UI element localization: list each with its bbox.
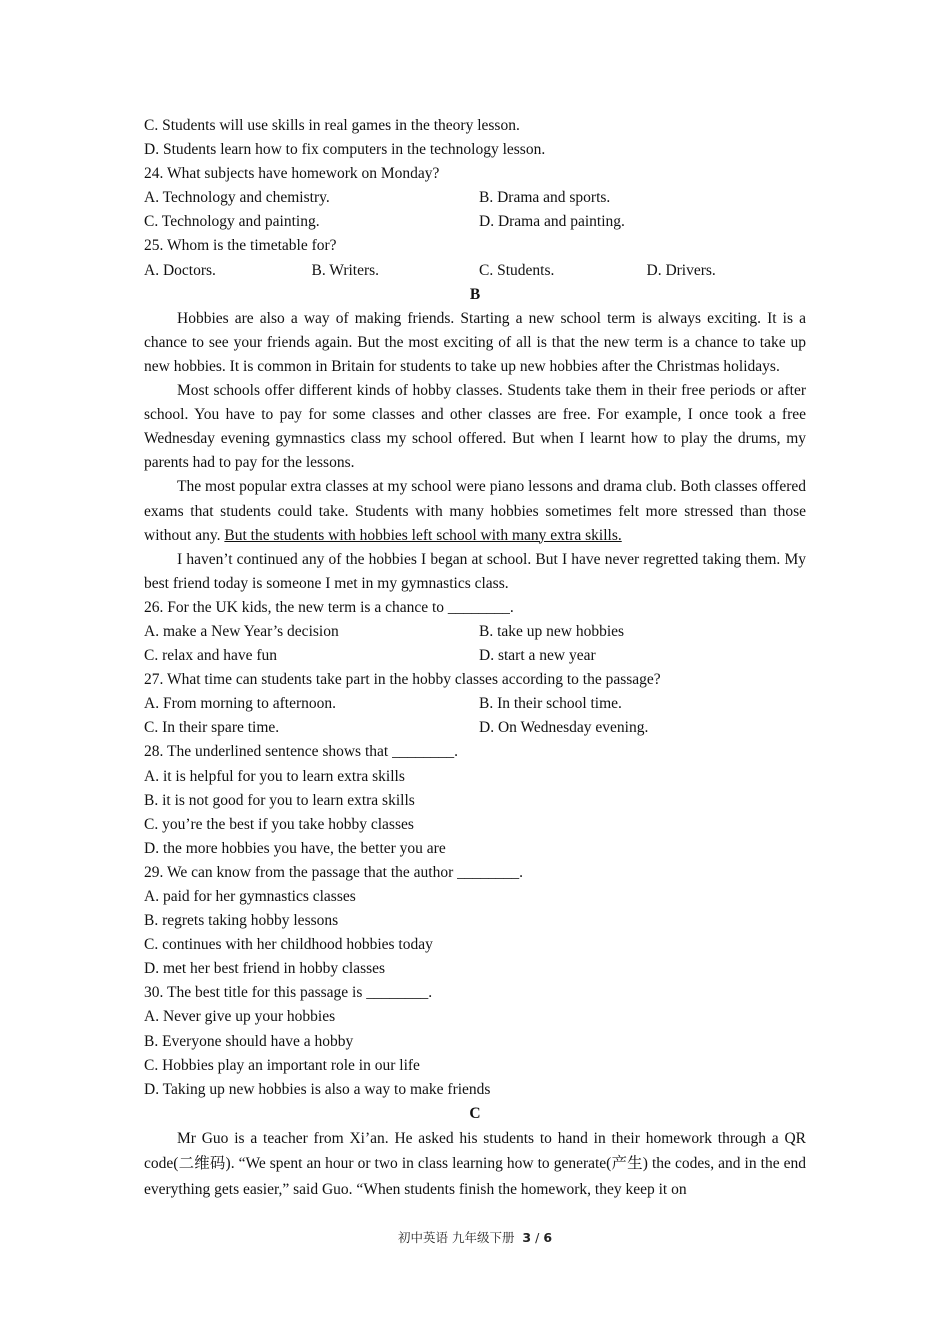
q25-option-c: C. Students. [479,261,555,279]
q26-stem: 26. For the UK kids, the new term is a chance to ________. [144,598,514,616]
passage-c-paragraph-1: Mr Guo is a teacher from Xi’an. He asked his students to hand in their homework through a QR code(二维码). “We spent an hour or two in class learning how to generate(产生) the codes, and in the end everything gets easier,” said Guo. “When students finish the homework, they keep it on [144,1129,806,1198]
q27-option-a: A. From morning to afternoon. [144,695,337,713]
q25-option-a: A. Doctors. [144,261,216,279]
passage-b-paragraph-3 [144,475,806,547]
q24-stem: 24. What subjects have homework on Monday? [144,165,440,183]
q26-options-row-1 [144,620,806,644]
q23-option-d: D. Students learn how to fix computers in the technology lesson. [144,141,546,159]
q26-option-d: D. start a new year [479,647,596,665]
q24-options-row-1 [144,186,806,210]
q29-option-c: C. continues with her childhood hobbies today [144,936,433,954]
footer-page-number: 3 [522,1230,532,1245]
passage-b-paragraph-4: I haven’t continued any of the hobbies I began at school. But I have never regretted taking them. My best friend today is someone I met in my gymnastics class. [144,550,806,592]
q29-stem: 29. We can know from the passage that the author ________. [144,863,523,881]
passage-b-heading: B [469,285,481,303]
footer-separator: / [535,1230,540,1245]
q28-option-d: D. the more hobbies you have, the better you are [144,839,446,857]
q28-option-b: B. it is not good for you to learn extra skills [144,791,415,809]
q24-option-d: D. Drama and painting. [479,213,625,231]
q30-option-c: C. Hobbies play an important role in our life [144,1056,420,1074]
q28-stem: 28. The underlined sentence shows that ________. [144,743,458,761]
passage-b-paragraph-1: Hobbies are also a way of making friends. Starting a new school term is always exciting. It is a chance to see your friends again. But the most exciting of all is that the new term is a chance to take up new hobbies. It is common in Britain for students to take up new hobbies after the Christmas holidays. [144,309,806,375]
q27-options-row-2 [144,716,806,740]
q30-option-b: B. Everyone should have a hobby [144,1032,354,1050]
q27-option-d: D. On Wednesday evening. [479,719,649,737]
q30-option-d: D. Taking up new hobbies is also a way to make friends [144,1080,491,1098]
q24-option-a: A. Technology and chemistry. [144,189,330,207]
q27-stem: 27. What time can students take part in the hobby classes according to the passage? [144,671,661,689]
q25-option-d: D. Drivers. [646,261,716,279]
page-footer [0,1228,950,1246]
q29-option-d: D. met her best friend in hobby classes [144,960,386,978]
q26-option-c: C. relax and have fun [144,647,277,665]
q27-option-c: C. In their spare time. [144,719,280,737]
q29-option-b: B. regrets taking hobby lessons [144,912,339,930]
q27-option-b: B. In their school time. [479,695,622,713]
q24-option-b: B. Drama and sports. [479,189,611,207]
q25-stem: 25. Whom is the timetable for? [144,237,337,255]
q26-option-a: A. make a New Year’s decision [144,622,339,640]
footer-label: 初中英语 九年级下册 [397,1230,515,1245]
q24-option-c: C. Technology and painting. [144,213,320,231]
q28-option-c: C. you’re the best if you take hobby classes [144,815,414,833]
underlined-sentence: But the students with hobbies left school with many extra skills. [224,526,622,544]
q29-option-a: A. paid for her gymnastics classes [144,888,356,905]
q30-stem: 30. The best title for this passage is ________. [144,984,433,1002]
passage-c-heading: C [469,1104,481,1122]
footer-page-total: 6 [543,1230,553,1245]
q27-options-row-1 [144,692,806,716]
q25-option-b: B. Writers. [311,261,380,279]
q25-options-row [144,259,806,283]
passage-b-paragraph-3-text: The most popular extra classes at my school were piano lessons and drama club. Both classes offered exams that students could take. Students with many hobbies sometimes felt more stressed than those without any. [144,478,806,544]
passage-c [144,1102,806,1203]
q26-option-b: B. take up new hobbies [479,622,625,640]
q23-option-c: C. Students will use skills in real games in the theory lesson. [144,117,520,134]
q26-options-row-2 [144,644,806,668]
exam-page [144,114,806,1202]
q30-option-a: A. Never give up your hobbies [144,1008,336,1026]
passage-b-paragraph-2: Most schools offer different kinds of hobby classes. Students take them in their free periods or after school. You have to pay for some classes and other classes are free. For example, I once took a free Wednesday evening gymnastics class my school offered. But when I learnt how to play the drums, my parents had to pay for the lessons. [144,382,806,472]
q24-options-row-2 [144,210,806,234]
q28-option-a: A. it is helpful for you to learn extra skills [144,767,405,785]
